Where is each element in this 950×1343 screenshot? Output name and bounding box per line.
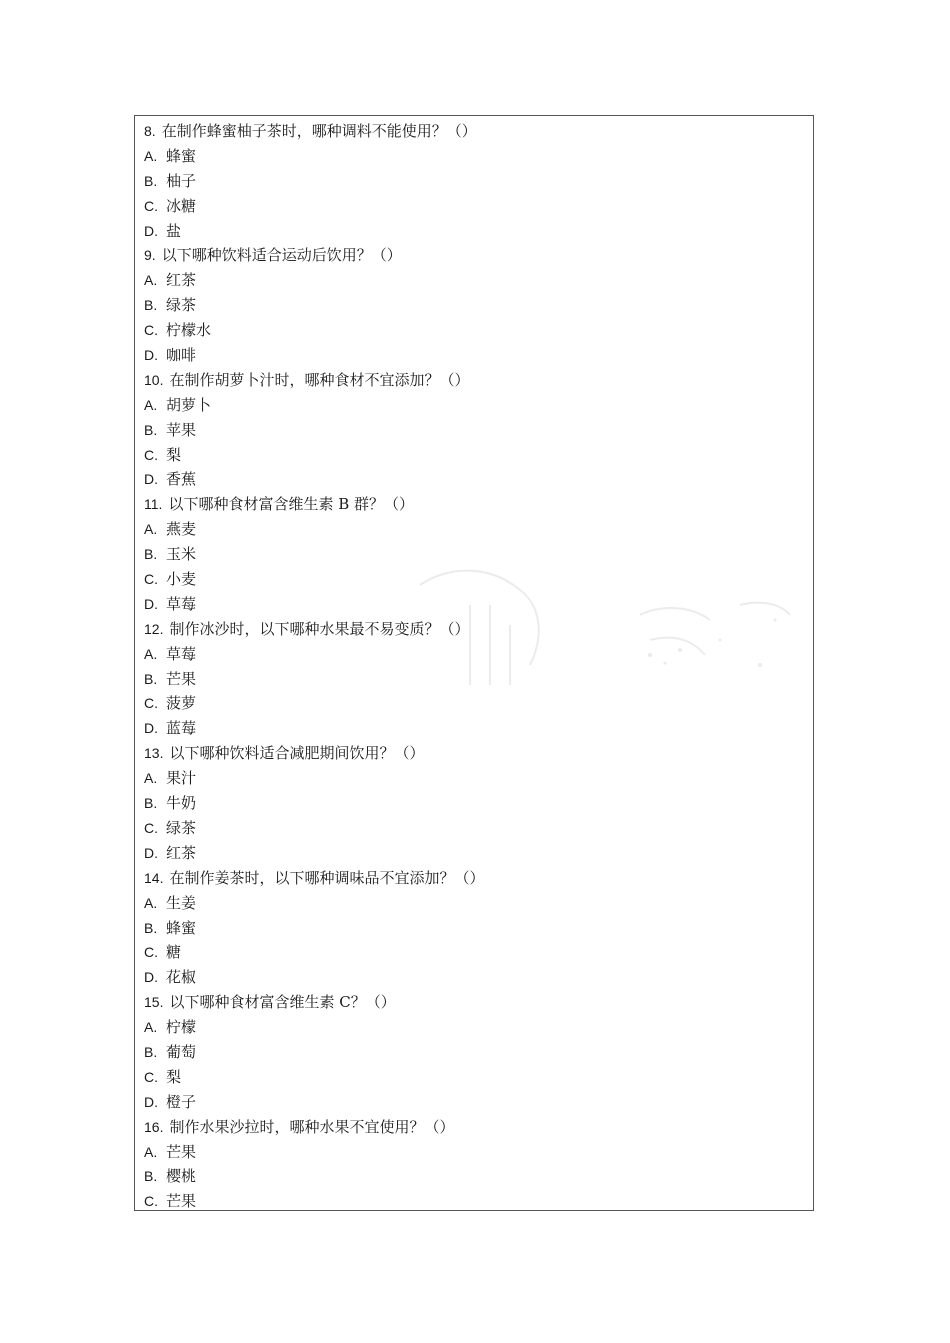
option-letter: D. xyxy=(144,720,158,737)
question-10 xyxy=(135,368,813,393)
option-item xyxy=(135,169,813,194)
option-letter: D. xyxy=(144,1093,158,1110)
question-number: 11. xyxy=(144,496,163,513)
option-item xyxy=(135,567,813,592)
question-13 xyxy=(135,741,813,766)
option-text: 燕麦 xyxy=(166,520,197,539)
option-text: 糖 xyxy=(166,943,182,962)
option-text: 咖啡 xyxy=(166,346,197,365)
option-text: 花椒 xyxy=(166,968,197,987)
question-11 xyxy=(135,492,813,517)
option-text: 生姜 xyxy=(166,893,197,912)
question-text: 制作水果沙拉时，哪种水果不宜使用？（） xyxy=(169,1117,455,1136)
option-item xyxy=(135,393,813,418)
option-letter: B. xyxy=(144,1043,158,1060)
option-item xyxy=(135,219,813,244)
option-item xyxy=(135,542,813,567)
option-item xyxy=(135,318,813,343)
option-text: 牛奶 xyxy=(166,794,197,813)
option-letter: D. xyxy=(144,844,158,861)
question-15 xyxy=(135,990,813,1015)
option-item xyxy=(135,940,813,965)
option-text: 蜂蜜 xyxy=(166,146,197,165)
option-text: 草莓 xyxy=(166,594,197,613)
option-item xyxy=(135,144,813,169)
question-number: 15. xyxy=(144,994,164,1011)
question-number: 9. xyxy=(144,247,156,264)
option-text: 苹果 xyxy=(166,420,197,439)
option-item xyxy=(135,592,813,617)
option-text: 盐 xyxy=(166,221,182,240)
option-letter: D. xyxy=(144,969,158,986)
option-letter: C. xyxy=(144,695,158,712)
option-text: 柠檬 xyxy=(166,1018,197,1037)
option-letter: B. xyxy=(144,546,158,563)
option-letter: A. xyxy=(144,272,158,289)
question-16 xyxy=(135,1115,813,1140)
option-text: 芒果 xyxy=(166,1192,197,1211)
option-text: 芒果 xyxy=(166,669,197,688)
question-8 xyxy=(135,119,813,144)
option-letter: B. xyxy=(144,919,158,936)
question-number: 16. xyxy=(144,1118,164,1135)
option-item xyxy=(135,293,813,318)
option-text: 芒果 xyxy=(166,1142,197,1161)
option-letter: C. xyxy=(144,197,158,214)
question-text: 以下哪种饮料适合运动后饮用？（） xyxy=(161,246,402,265)
option-item xyxy=(135,1189,813,1214)
option-letter: B. xyxy=(144,670,158,687)
option-item xyxy=(135,418,813,443)
option-text: 菠萝 xyxy=(166,694,197,713)
option-letter: A. xyxy=(144,645,158,662)
question-9 xyxy=(135,243,813,268)
option-text: 红茶 xyxy=(166,843,197,862)
option-letter: A. xyxy=(144,521,158,538)
option-item xyxy=(135,891,813,916)
option-letter: A. xyxy=(144,770,158,787)
option-letter: C. xyxy=(144,322,158,339)
option-item xyxy=(135,467,813,492)
option-item xyxy=(135,791,813,816)
option-text: 胡萝卜 xyxy=(166,395,212,414)
option-letter: C. xyxy=(144,1068,158,1085)
option-item xyxy=(135,343,813,368)
option-letter: B. xyxy=(144,297,158,314)
option-text: 柚子 xyxy=(166,171,197,190)
option-text: 香蕉 xyxy=(166,470,197,489)
option-text: 蓝莓 xyxy=(166,719,197,738)
option-letter: D. xyxy=(144,222,158,239)
option-text: 柠檬水 xyxy=(166,321,212,340)
question-text: 在制作姜茶时，以下哪种调味品不宜添加？（） xyxy=(169,868,485,887)
question-text: 制作冰沙时，以下哪种水果最不易变质？（） xyxy=(169,619,470,638)
option-text: 梨 xyxy=(166,1067,182,1086)
option-letter: A. xyxy=(144,396,158,413)
question-table-frame xyxy=(134,115,814,1211)
question-text: 在制作蜂蜜柚子茶时，哪种调料不能使用？（） xyxy=(161,122,477,140)
question-number: 10. xyxy=(144,371,164,388)
option-item xyxy=(135,691,813,716)
option-item xyxy=(135,766,813,791)
question-text: 在制作胡萝卜汁时，哪种食材不宜添加？（） xyxy=(169,370,470,389)
question-14 xyxy=(135,866,813,891)
option-text: 绿茶 xyxy=(166,296,197,315)
question-text: 以下哪种饮料适合减肥期间饮用？（） xyxy=(169,744,425,763)
option-letter: D. xyxy=(144,595,158,612)
option-letter: B. xyxy=(144,795,158,812)
option-item xyxy=(135,667,813,692)
option-letter: D. xyxy=(144,471,158,488)
option-letter: B. xyxy=(144,421,158,438)
question-number: 13. xyxy=(144,745,164,762)
option-letter: C. xyxy=(144,819,158,836)
question-number: 8. xyxy=(144,123,156,139)
option-text: 葡萄 xyxy=(166,1042,197,1061)
option-letter: C. xyxy=(144,571,158,588)
option-item xyxy=(135,268,813,293)
option-letter: D. xyxy=(144,347,158,364)
option-letter: C. xyxy=(144,1193,158,1210)
option-item xyxy=(135,1015,813,1040)
option-item xyxy=(135,1090,813,1115)
option-text: 红茶 xyxy=(166,271,197,290)
option-letter: C. xyxy=(144,944,158,961)
option-item xyxy=(135,965,813,990)
option-text: 小麦 xyxy=(166,570,197,589)
question-list xyxy=(135,119,813,1214)
option-letter: A. xyxy=(144,147,158,164)
option-item xyxy=(135,1040,813,1065)
option-text: 草莓 xyxy=(166,644,197,663)
option-letter: B. xyxy=(144,1168,158,1185)
option-text: 梨 xyxy=(166,445,182,464)
option-item xyxy=(135,1065,813,1090)
option-text: 橙子 xyxy=(166,1092,197,1111)
option-item xyxy=(135,517,813,542)
option-letter: B. xyxy=(144,172,158,189)
option-item xyxy=(135,443,813,468)
option-text: 蜂蜜 xyxy=(166,918,197,937)
option-item xyxy=(135,841,813,866)
option-item xyxy=(135,194,813,219)
option-item xyxy=(135,1140,813,1165)
question-text: 以下哪种食材富含维生素 B 群？（） xyxy=(168,495,414,514)
option-letter: A. xyxy=(144,894,158,911)
question-text: 以下哪种食材富含维生素 C？（） xyxy=(169,993,396,1012)
option-text: 樱桃 xyxy=(166,1167,197,1186)
option-text: 冰糖 xyxy=(166,196,197,215)
option-text: 玉米 xyxy=(166,545,197,564)
option-letter: A. xyxy=(144,1143,158,1160)
option-item xyxy=(135,916,813,941)
option-item xyxy=(135,816,813,841)
option-item xyxy=(135,1164,813,1189)
option-item xyxy=(135,716,813,741)
option-letter: C. xyxy=(144,446,158,463)
question-number: 14. xyxy=(144,869,164,886)
option-letter: A. xyxy=(144,1019,158,1036)
option-text: 绿茶 xyxy=(166,818,197,837)
option-text: 果汁 xyxy=(166,769,197,788)
question-number: 12. xyxy=(144,620,164,637)
option-item xyxy=(135,642,813,667)
question-12 xyxy=(135,617,813,642)
